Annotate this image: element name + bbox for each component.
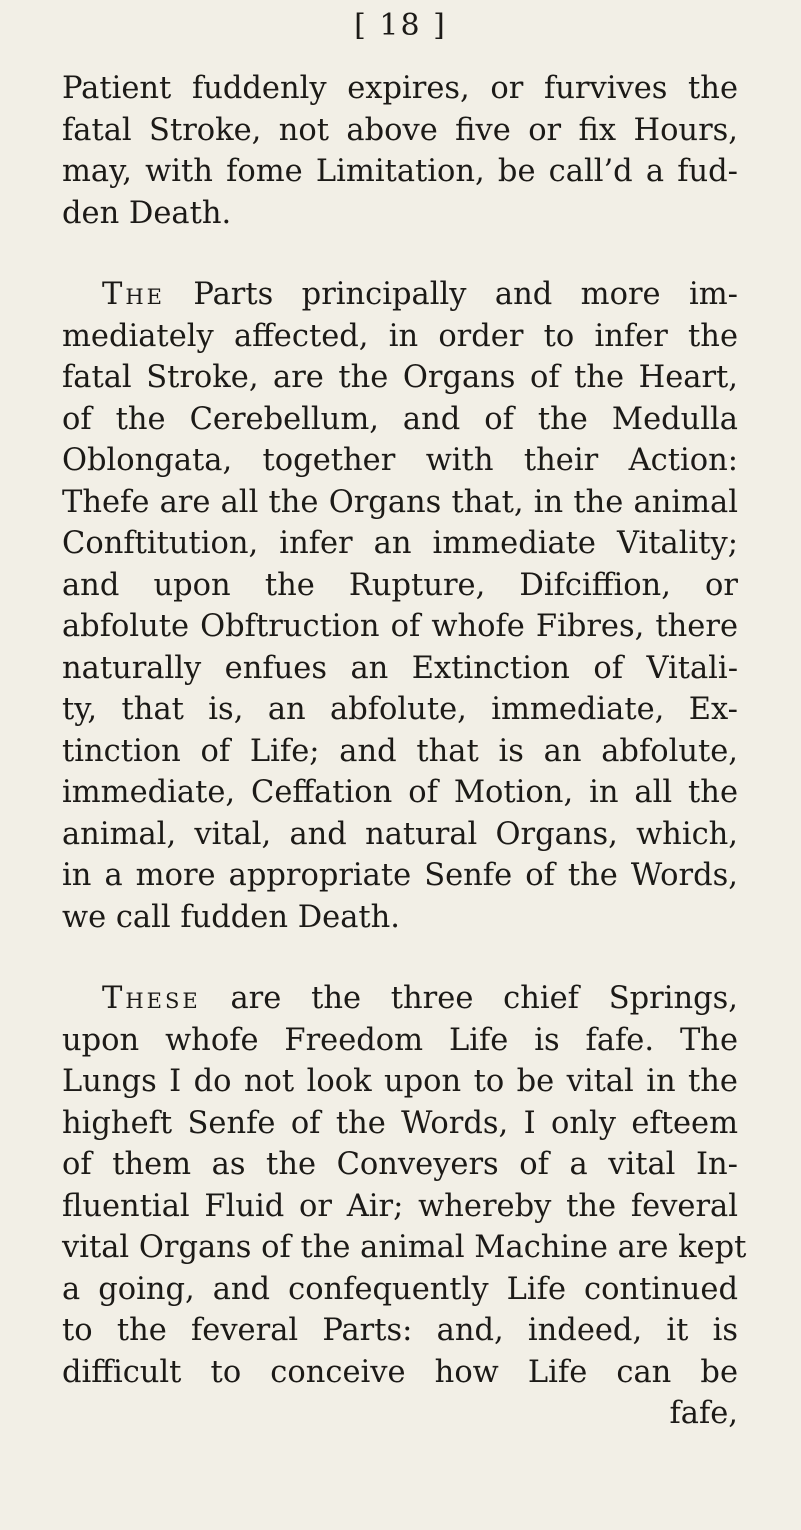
text-line: mediately affected, in order to infer the [62, 318, 738, 354]
text-line [62, 274, 738, 316]
paragraph-gap [62, 938, 738, 978]
text-line: fatal Stroke, are the Organs of the Heart, [62, 360, 738, 395]
text-line: fluential Fluid or Air; whereby the feveral [62, 1188, 738, 1224]
text-line: may, with fome Limitation, be call’d a fud- [62, 154, 738, 189]
text-line: a going, and confequently Life continued [62, 1271, 738, 1307]
text-line: Thefe are all the Organs that, in the animal [62, 484, 738, 520]
text-run: are the three chief Springs, [200, 981, 738, 1016]
text-line: upon whofe Freedom Life is fafe. The [62, 1022, 738, 1058]
small-caps-lead: The [102, 277, 165, 312]
text-line: difficult to conceive how Life can be [62, 1354, 738, 1390]
text-line: higheft Senfe of the Words, I only efteem [62, 1105, 738, 1141]
text-line: of them as the Conveyers of a vital In- [62, 1147, 738, 1182]
text-line: animal, vital, and natural Organs, which, [62, 816, 738, 852]
text-line [62, 978, 738, 1020]
page-number: [ 18 ] [354, 8, 447, 43]
text-line: naturally enfues an Extinction of Vitali- [62, 650, 738, 686]
text-line: Lungs I do not look upon to be vital in the [62, 1064, 738, 1099]
text-line: tinction of Life; and that is an abfolute, [62, 733, 738, 769]
text-line: vital Organs of the animal Machine are kept [62, 1230, 747, 1265]
text-line: to the feveral Parts: and, indeed, it is [62, 1313, 738, 1348]
page-text [62, 68, 747, 1435]
text-line: den Death. [62, 195, 232, 231]
text-line: of the Cerebellum, and of the Medulla [62, 401, 738, 437]
text-line: abfolute Obftruction of whofe Fibres, there [62, 609, 738, 644]
text-line: Oblongata, together with their Action: [62, 443, 738, 478]
small-caps-lead: These [102, 981, 201, 1016]
text-run: Parts principally and more im- [165, 277, 738, 312]
paragraph-gap [62, 234, 738, 274]
text-line: fatal Stroke, not above five or fix Hours, [62, 112, 738, 148]
text-line: immediate, Ceffation of Motion, in all the [62, 775, 738, 810]
text-line: in a more appropriate Senfe of the Words, [62, 858, 738, 893]
text-line: Patient fuddenly expires, or furvives the [62, 71, 738, 106]
text-line: and upon the Rupture, Difciffion, or [62, 567, 738, 603]
text-line: we call fudden Death. [62, 899, 400, 935]
catchword: fafe, [669, 1396, 738, 1431]
text-line: ty, that is, an abfolute, immediate, Ex- [62, 692, 738, 727]
text-line: Conftitution, infer an immediate Vitality; [62, 526, 738, 561]
